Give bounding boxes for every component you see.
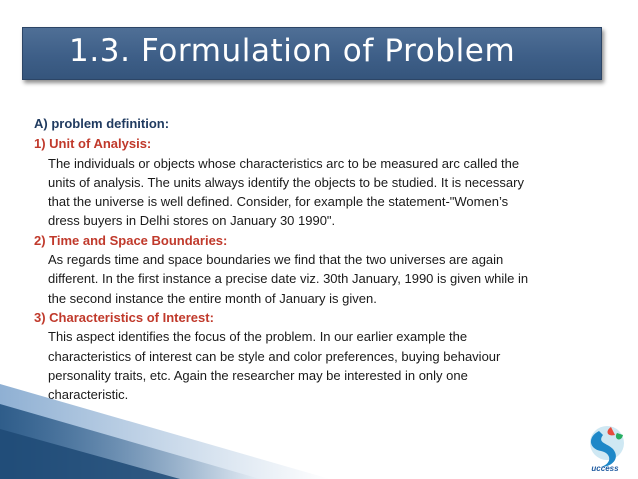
content-body	[34, 114, 604, 404]
item-line: personality traits, etc. Again the researcher may be interested in only one	[48, 367, 468, 383]
section-heading: A) problem definition:	[34, 116, 170, 131]
item-unit-of-analysis	[34, 134, 604, 230]
logo-text: uccess	[591, 464, 619, 473]
item-heading: 3) Characteristics of Interest:	[34, 309, 214, 325]
item-heading: 1) Unit of Analysis:	[34, 136, 152, 152]
decorative-swoosh	[0, 384, 330, 479]
item-line: characteristics of interest can be style and color preferences, buying behaviour	[48, 348, 501, 364]
item-time-space-boundaries	[34, 231, 604, 308]
item-line: The individuals or objects whose characteristics arc to be measured arc called the	[48, 155, 520, 171]
item-line: As regards time and space boundaries we find that the two universes are again	[48, 252, 504, 268]
item-line: units of analysis. The units always identify the objects to be studied. It is necessary	[48, 174, 524, 190]
item-line: characteristic.	[48, 387, 129, 403]
page-title: 1.3. Formulation of Problem	[69, 33, 516, 69]
item-line: the second instance the entire month of January is given.	[48, 290, 377, 306]
success-logo-icon	[577, 423, 633, 473]
item-line: This aspect identifies the focus of the problem. In our earlier example the	[48, 329, 468, 345]
title-bar	[22, 27, 602, 80]
item-line: that the universe is well defined. Consider, for example the statement-"Women’s	[48, 194, 509, 210]
item-heading: 2) Time and Space Boundaries:	[34, 232, 228, 248]
item-line: different. In the first instance a precise date viz. 30th January, 1990 is given while in	[48, 271, 529, 287]
item-line: dress buyers in Delhi stores on January 30 1990".	[48, 213, 336, 229]
